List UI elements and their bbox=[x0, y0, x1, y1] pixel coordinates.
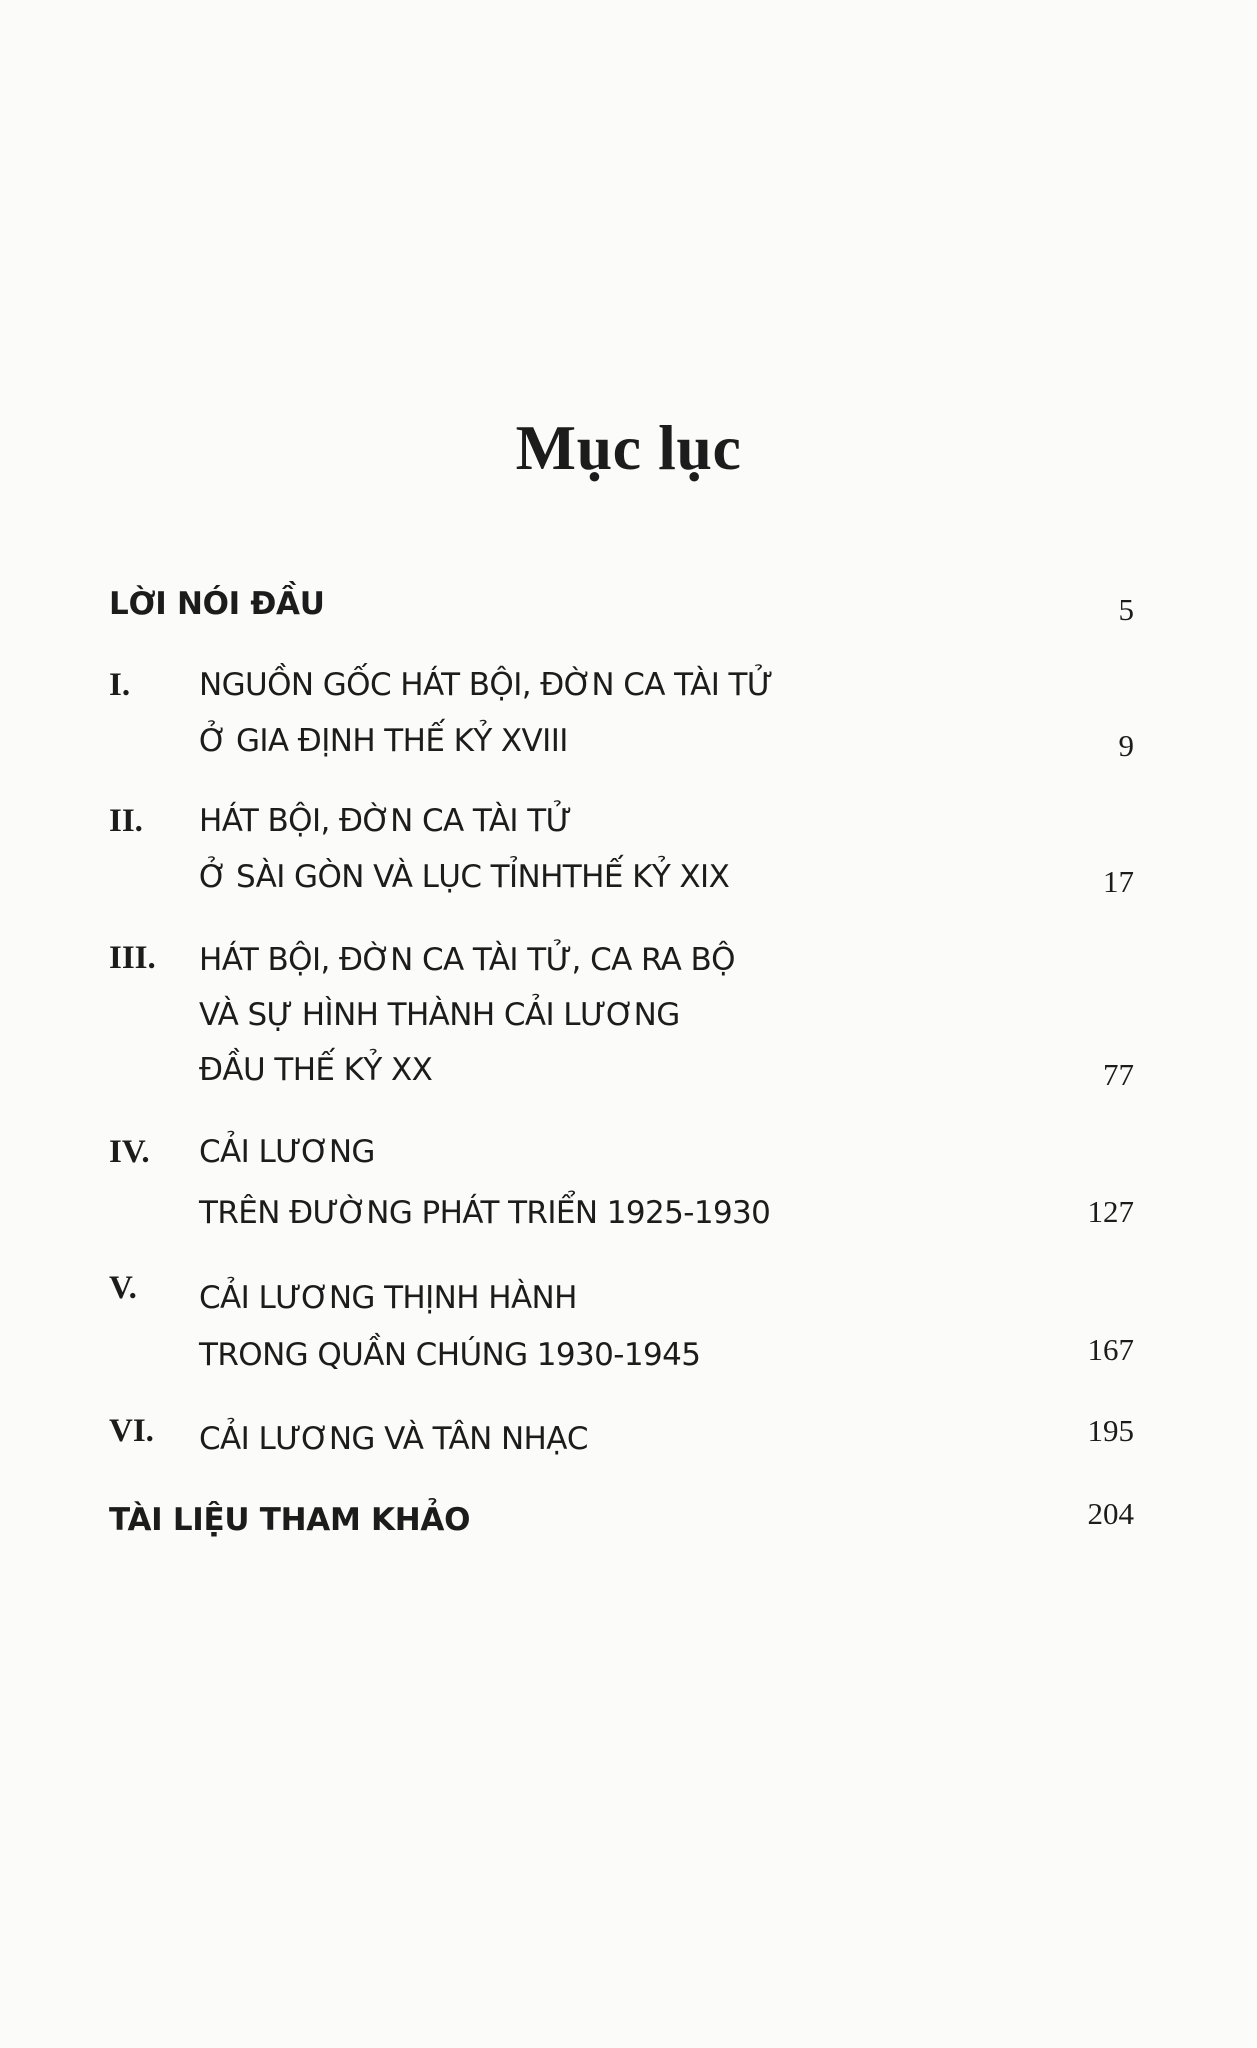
toc-page-number: 9 bbox=[1118, 728, 1134, 763]
chapter-numeral: VI. bbox=[109, 1413, 154, 1449]
chapter-title-line: CẢI LƯƠNG VÀ TÂN NHẠC bbox=[199, 1421, 588, 1457]
chapter-title-line: CẢI LƯƠNG THỊNH HÀNH bbox=[199, 1280, 577, 1316]
chapter-title-line: HÁT BỘI, ĐỜN CA TÀI TỬ bbox=[199, 803, 572, 839]
chapter-numeral: III. bbox=[109, 940, 156, 976]
chapter-title-line: TRÊN ĐƯỜNG PHÁT TRIỂN 1925-1930 bbox=[199, 1195, 771, 1231]
chapter-title-line: Ở SÀI GÒN VÀ LỤC TỈNHTHẾ KỶ XIX bbox=[199, 859, 730, 895]
chapter-numeral: V. bbox=[109, 1270, 137, 1306]
chapter-numeral: IV. bbox=[109, 1134, 150, 1170]
chapter-title-line: CẢI LƯƠNG bbox=[199, 1134, 375, 1170]
chapter-title-line: TRONG QUẦN CHÚNG 1930-1945 bbox=[199, 1337, 701, 1373]
toc-entry-references: TÀI LIỆU THAM KHẢO bbox=[109, 1502, 471, 1538]
toc-page-number: 17 bbox=[1103, 864, 1134, 899]
chapter-numeral: I. bbox=[109, 667, 131, 703]
toc-page-number: 195 bbox=[1087, 1413, 1134, 1448]
toc-entry-preface: LỜI NÓI ĐẦU bbox=[109, 586, 325, 622]
chapter-numeral: II. bbox=[109, 803, 143, 839]
chapter-title-line: NGUỒN GỐC HÁT BỘI, ĐỜN CA TÀI TỬ bbox=[199, 667, 773, 703]
toc-page-number: 5 bbox=[1118, 592, 1134, 627]
page-title: Mục lục bbox=[515, 412, 742, 483]
toc-page-number: 127 bbox=[1087, 1194, 1134, 1229]
chapter-title-line: VÀ SỰ HÌNH THÀNH CẢI LƯƠNG bbox=[199, 997, 680, 1033]
chapter-title-line: ĐẦU THẾ KỶ XX bbox=[199, 1052, 433, 1088]
toc-page-number: 204 bbox=[1087, 1496, 1134, 1531]
toc-page-number: 167 bbox=[1087, 1332, 1134, 1367]
toc-page-number: 77 bbox=[1103, 1057, 1134, 1092]
chapter-title-line: HÁT BỘI, ĐỜN CA TÀI TỬ, CA RA BỘ bbox=[199, 942, 735, 978]
chapter-title-line: Ở GIA ĐỊNH THẾ KỶ XVIII bbox=[199, 723, 568, 759]
